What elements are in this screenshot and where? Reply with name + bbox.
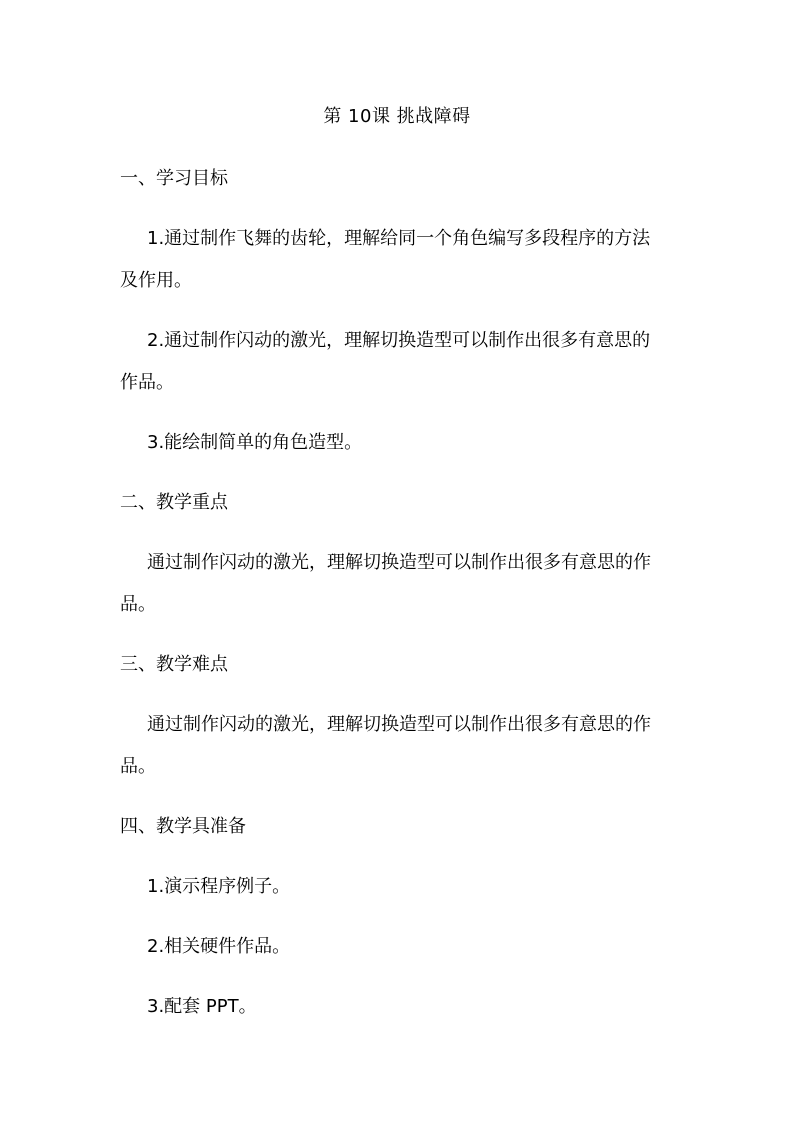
objective-item-3: 3.能绘制简单的角色造型。 bbox=[147, 432, 363, 453]
objective-item-1-line-2: 及作用。 bbox=[120, 270, 192, 291]
page-title: 第 10课 挑战障碍 bbox=[323, 106, 471, 127]
section-heading: 一、学习目标 bbox=[120, 168, 228, 189]
section-heading: 三、教学难点 bbox=[120, 654, 228, 675]
key-point-line-1: 通过制作闪动的激光，理解切换造型可以制作出很多有意思的作 bbox=[147, 552, 651, 573]
objective-item-1-line-1: 1.通过制作飞舞的齿轮，理解给同一个角色编写多段程序的方法 bbox=[147, 228, 651, 249]
difficulty-line-2: 品。 bbox=[120, 756, 156, 777]
section-heading: 四、教学具准备 bbox=[120, 816, 246, 837]
preparation-item-1: 1.演示程序例子。 bbox=[147, 876, 291, 897]
preparation-item-2: 2.相关硬件作品。 bbox=[147, 936, 291, 957]
preparation-item-3: 3.配套 PPT。 bbox=[147, 996, 257, 1017]
section-heading: 二、教学重点 bbox=[120, 492, 228, 513]
difficulty-line-1: 通过制作闪动的激光，理解切换造型可以制作出很多有意思的作 bbox=[147, 714, 651, 735]
key-point-line-2: 品。 bbox=[120, 594, 156, 615]
objective-item-2-line-2: 作品。 bbox=[120, 372, 174, 393]
objective-item-2-line-1: 2.通过制作闪动的激光，理解切换造型可以制作出很多有意思的 bbox=[147, 330, 651, 351]
